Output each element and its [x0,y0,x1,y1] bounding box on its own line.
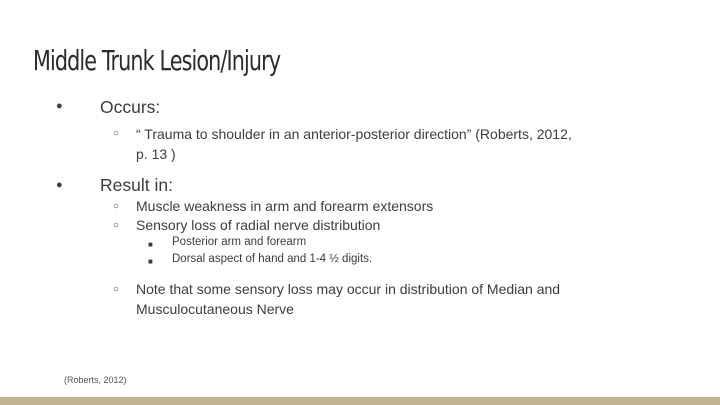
occurs-label: Occurs: [100,97,161,117]
result-item-sensory-loss: Sensory loss of radial nerve distribution [136,217,381,233]
result-subitem-dorsal-hand: Dorsal aspect of hand and 1-4 ½ digits. [172,253,373,265]
result-subitem-posterior-arm: Posterior arm and forearm [172,236,307,248]
sub-bullet-icon: ○ [113,284,120,295]
bullet-icon: ● [56,179,63,191]
square-bullet-icon: ■ [148,257,153,266]
result-label: Result in: [100,175,173,195]
slide-title: Middle Trunk Lesion/Injury [33,44,281,77]
bullet-icon: ● [56,100,63,112]
sub-bullet-icon: ○ [113,128,120,139]
citation-footnote: (Roberts, 2012) [64,375,127,385]
sub-bullet-icon: ○ [113,201,120,212]
accent-bar [0,397,720,405]
sub-bullet-icon: ○ [113,220,120,231]
occurs-quote: “ Trauma to shoulder in an anterior-posterior direction” (Roberts, 2012, p. 13 ) [136,126,572,162]
square-bullet-icon: ■ [148,240,153,249]
result-item-note: Note that some sensory loss may occur in distribution of Median and Musculocutaneous Nerve [136,281,561,317]
result-item-weakness: Muscle weakness in arm and forearm extensors [136,198,434,214]
